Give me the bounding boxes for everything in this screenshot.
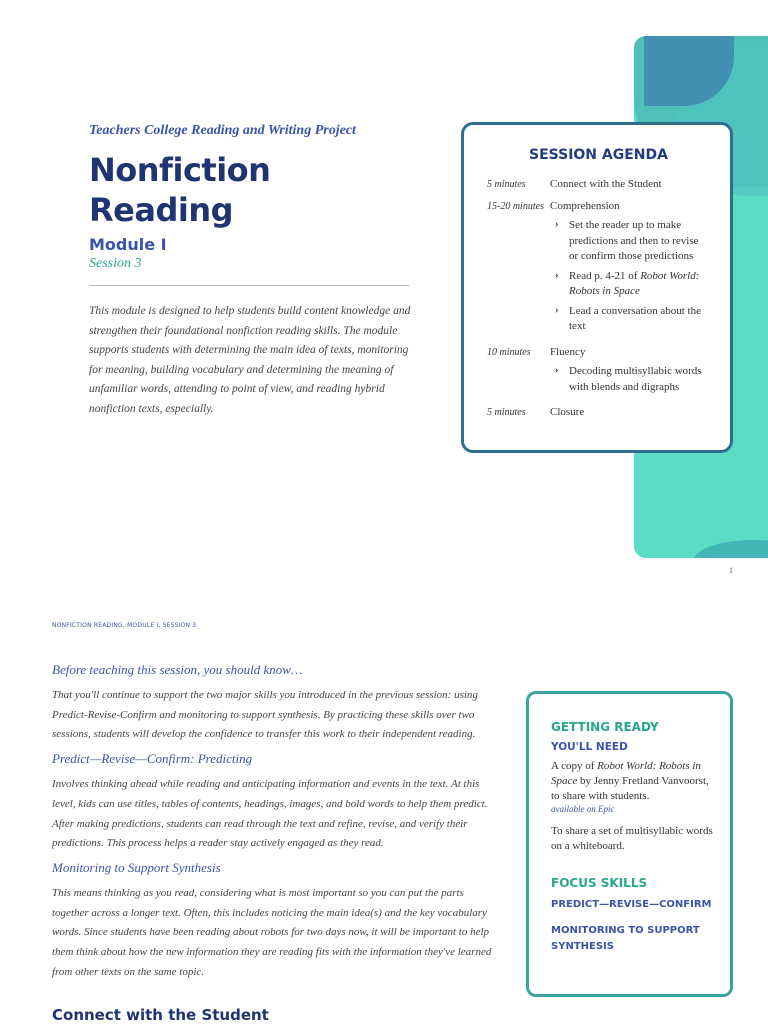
session-label: Session 3 — [89, 256, 142, 271]
focus-skills-heading: FOCUS SKILLS — [551, 876, 648, 890]
agenda-time: 5 minutes — [487, 407, 526, 418]
getting-ready-box — [526, 691, 733, 997]
section-title: Connect with the Student — [52, 1006, 269, 1024]
agenda-activity: Fluency — [550, 345, 586, 358]
agenda-row — [487, 199, 710, 339]
agenda-time: 15-20 minutes — [487, 200, 544, 212]
focus-skill: PREDICT—REVISE—CONFIRM — [551, 899, 712, 910]
agenda-row — [487, 345, 710, 400]
document-title: Nonfiction Reading — [89, 151, 271, 229]
divider — [89, 285, 409, 286]
session-agenda-box — [461, 122, 733, 453]
epic-link[interactable]: available on Epic — [551, 804, 615, 814]
running-head: NONFICTION READING, MODULE I, SESSION 3 — [52, 622, 197, 629]
agenda-row — [487, 177, 710, 193]
organization-name: Teachers College Reading and Writing Project — [89, 123, 356, 138]
focus-skill: MONITORING TO SUPPORT SYNTHESIS — [551, 925, 700, 952]
module-label: Module I — [89, 235, 167, 254]
paragraph: That you'll continue to support the two major skills you introduced in the previous session: using Predict-Revise-Confirm and monitoring to support synthesis. By practicing these skills over two sessions, students will develop the confidence to transfer this work to their independent reading. — [52, 689, 478, 741]
book-title: Robot World: Robots in Space — [569, 269, 700, 297]
agenda-subitem: › Decoding multisyllabic words with blends and digraphs — [554, 364, 710, 395]
module-intro: This module is designed to help students build content knowledge and strengthen their foundational nonfiction reading skills. The module supports students with determining the main idea of texts, monitoring for meaning, building vocabulary and determining the meaning of unfamiliar words, attending to point of view, and reading hybrid nonfiction texts, especially. — [89, 305, 411, 415]
materials-item: To share a set of multisyllabic words on a whiteboard. — [551, 825, 713, 852]
agenda-activity: Closure — [550, 406, 585, 418]
getting-ready-heading: GETTING READY — [551, 720, 659, 734]
section-heading: Monitoring to Support Synthesis — [52, 859, 221, 875]
agenda-time: 10 minutes — [487, 346, 531, 358]
page-number: 1 — [729, 566, 733, 575]
paragraph: This means thinking as you read, considering what is most important so you can put the parts together across a longer text. Often, this includes noticing the main idea(s) and the key vocabulary words. Since students have been reading about robots for two days now, it will be important to help them think about how the new information they are reading fits with the information they've learned from other texts on the same topic. — [52, 886, 492, 978]
agenda-activity: Connect with the Student — [550, 178, 662, 190]
session-body — [52, 662, 497, 988]
book-title: Robot World: Robots in Space — [551, 760, 701, 787]
agenda-activity: Comprehension — [550, 199, 620, 212]
paragraph: Involves thinking ahead while reading and anticipating information and events in the text. At this level, kids can use titles, tables of contents, headings, images, and bold words to help them predict. After making predictions, students can read through the text and refine, revise, and verify their predictions. This process helps a reader stay actively engaged as they read. — [52, 778, 488, 850]
materials-item: A copy of Robot World: Robots in Space by Jenny Fretland Vanvoorst, to share with students. — [551, 760, 709, 802]
agenda-subitem: › Read p. 4-21 of Robot World: Robots in Space — [554, 269, 710, 300]
agenda-subitem: › Set the reader up to make predictions and then to revise or confirm those predictions — [554, 218, 710, 265]
youll-need-heading: YOU'LL NEED — [551, 741, 628, 753]
agenda-subitem: › Lead a conversation about the text — [554, 304, 710, 335]
section-heading: Predict—Revise—Confirm: Predicting — [52, 751, 253, 767]
agenda-time: 5 minutes — [487, 179, 526, 190]
agenda-row — [487, 405, 710, 421]
agenda-heading: SESSION AGENDA — [529, 147, 668, 163]
section-heading: Before teaching this session, you should know… — [52, 662, 303, 677]
